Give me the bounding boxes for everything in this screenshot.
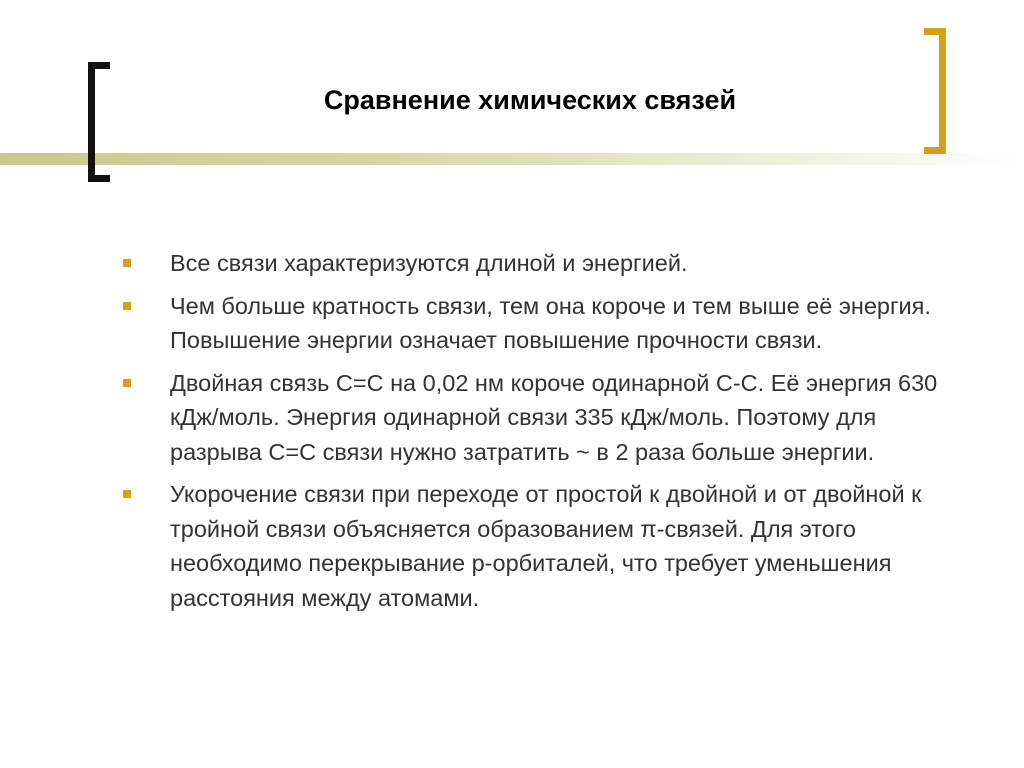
square-bullet-icon (123, 302, 131, 310)
slide-title: Сравнение химических связей (323, 85, 737, 115)
bullet-item (120, 477, 960, 615)
square-bullet-icon (123, 259, 131, 267)
square-bullet-icon (123, 490, 131, 498)
bullet-text: Чем больше кратность связи, тем она короче и тем выше её энергия. Повышение энергии означает повышение прочности связи. (170, 292, 931, 353)
bullet-text: Двойная связь С=С на 0,02 нм короче одинарной С-С. Её энергия 630 кДж/моль. Энергия одинарной связи 335 кДж/моль. Поэтому для разрыва С=С связи нужно затратить ~ в 2 раза больше энергии. (170, 369, 938, 465)
accent-bar (0, 153, 1024, 165)
left-bracket-decoration (88, 62, 110, 182)
bullet-text: Все связи характеризуются длиной и энергией. (170, 250, 688, 276)
bullet-item (120, 246, 960, 281)
bullet-item (120, 366, 960, 470)
bullet-text: Укорочение связи при переходе от простой к двойной и от двойной к тройной связи объясняется образованием π-связей. Для этого необходимо перекрывание р-орбиталей, что требует уменьшения расстояния между атомами. (170, 481, 922, 611)
square-bullet-icon (123, 379, 131, 387)
bullet-item (120, 289, 960, 358)
bullet-list (120, 246, 960, 623)
right-bracket-decoration (924, 28, 946, 154)
